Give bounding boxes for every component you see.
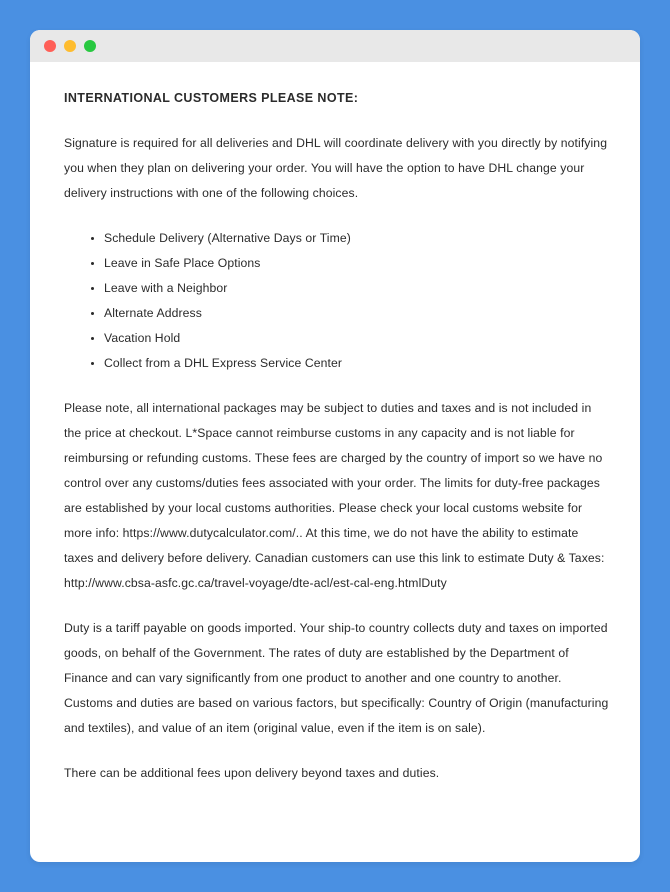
list-item: • Leave in Safe Place Options (104, 251, 609, 276)
tariff-paragraph: Duty is a tariff payable on goods imported. Your ship-to country collects duty and taxes on imported goods, on behalf of the Government. The rates of duty are established by the Department of Finance and can vary significantly from one product to another and one country to another. Customs and duties are based on various factors, but specifically: Country of Origin (manufacturing and textiles), and value of an item (original value, even if the item is on sale). (64, 621, 609, 735)
close-window-icon[interactable] (44, 40, 56, 52)
notice-content (64, 86, 609, 806)
window-titlebar (30, 30, 640, 62)
intro-paragraph: Signature is required for all deliveries and DHL will coordinate delivery with you directly by notifying you when they plan on delivering your order. You will have the option to have DHL change your delivery instructions with one of the following choices. (64, 136, 608, 200)
list-item: • Vacation Hold (104, 326, 609, 351)
list-item: • Leave with a Neighbor (104, 276, 609, 301)
list-item: • Collect from a DHL Express Service Center (104, 351, 609, 376)
list-item: • Alternate Address (104, 301, 609, 326)
delivery-options-list (64, 226, 609, 376)
list-item: • Schedule Delivery (Alternative Days or Time) (104, 226, 609, 251)
duties-paragraph: Please note, all international packages may be subject to duties and taxes and is not included in the price at checkout. L*Space cannot reimburse customs in any capacity and is not liable for reimbursing or refunding customs. These fees are charged by the country of import so we have no control over any customs/duties fees associated with your order. The limits for duty-free packages are established by your local customs authorities. Please check your local customs website for more info: https://www.dutycalculator.com/.. At this time, we do not have the ability to estimate taxes and delivery before delivery. Canadian customers can use this link to estimate Duty & Taxes: http://www.cbsa-asfc.gc.ca/travel-voyage/dte-acl/est-cal-eng.htmlDuty (64, 401, 605, 590)
closing-paragraph: There can be additional fees upon delivery beyond taxes and duties. (64, 766, 440, 780)
maximize-window-icon[interactable] (84, 40, 96, 52)
notice-heading: INTERNATIONAL CUSTOMERS PLEASE NOTE: (64, 91, 359, 105)
document-window (30, 30, 640, 862)
minimize-window-icon[interactable] (64, 40, 76, 52)
